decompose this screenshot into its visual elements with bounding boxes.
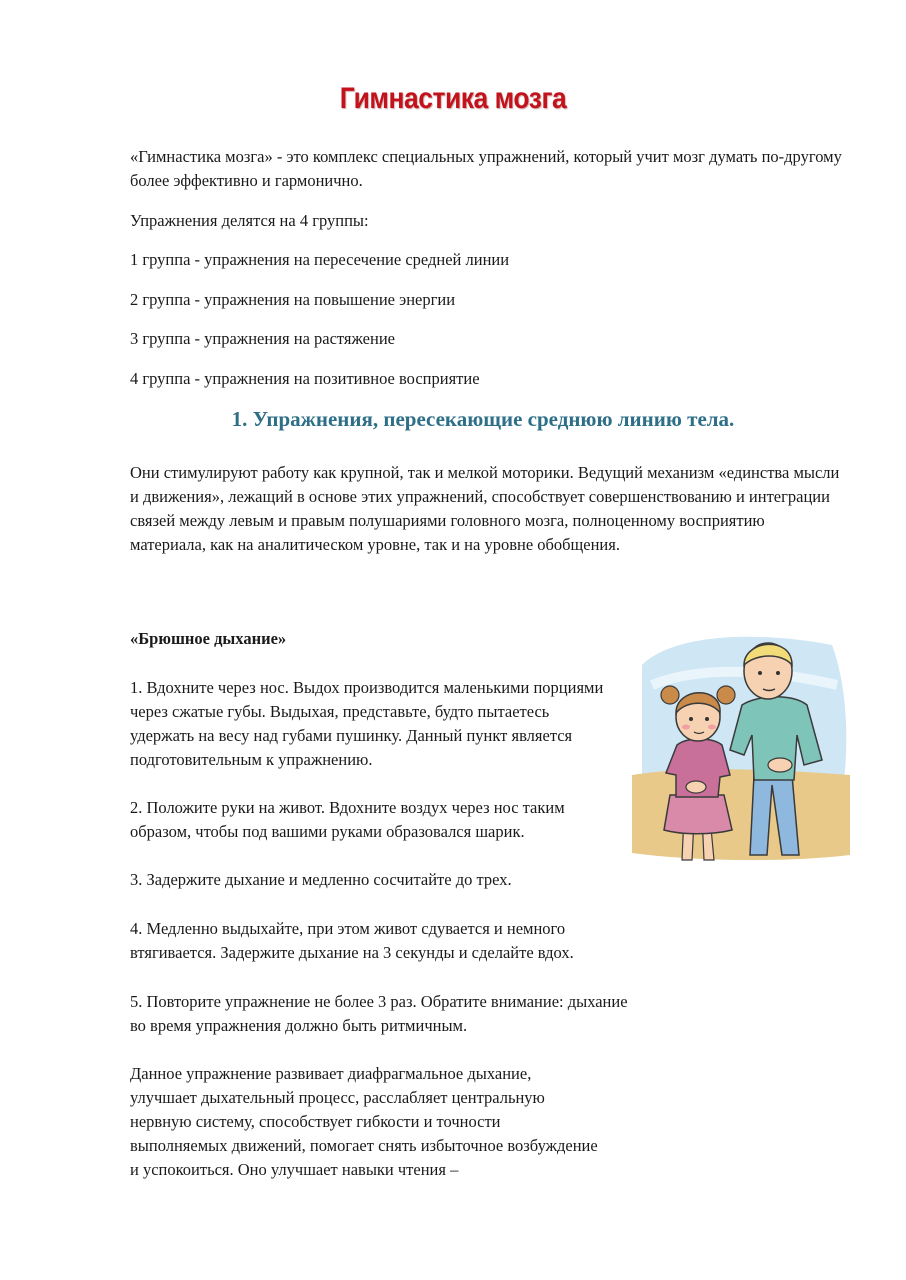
step-1: 1. Вдохните через нос. Выдох производится маленькими порциями через сжатые губы. Выдыхая, представьте, будто пытаетесь удержать на весу над губами пушинку. Данный пункт является подготовительным к упражнению. (130, 678, 604, 769)
step-4: 4. Медленно выдыхайте, при этом живот сдувается и немного втягивается. Задержите дыхание на 3 секунды и сделайте вдох. (130, 919, 574, 962)
group-item: 2 группа - упражнения на повышение энергии (130, 290, 456, 309)
step-2: 2. Положите руки на живот. Вдохните воздух через нос таким образом, чтобы под вашими руками образовался шарик. (130, 798, 565, 841)
group-item: 1 группа - упражнения на пересечение средней линии (130, 250, 510, 269)
group-item: 3 группа - упражнения на растяжение (130, 329, 395, 348)
section-heading: 1. Упражнения, пересекающие среднюю линию тела. (231, 407, 735, 431)
groups-intro: Упражнения делятся на 4 группы: (130, 211, 369, 230)
page-title: Гимнастика мозга (339, 82, 567, 115)
conclusion-paragraph: Данное упражнение развивает диафрагмальное дыхание, улучшает дыхательный процесс, расслабляет центральную нервную систему, способствует гибкости и точности выполняемых движений, помогает снять избыточное возбуждение и успокоиться. Оно улучшает навыки чтения – (130, 1064, 598, 1179)
group-item: 4 группа - упражнения на позитивное восприятие (130, 369, 480, 388)
exercise-title: «Брюшное дыхание» (130, 629, 287, 648)
step-5: 5. Повторите упражнение не более 3 раз. Обратите внимание: дыхание во время упражнения должно быть ритмичным. (130, 992, 628, 1035)
section-paragraph: Они стимулируют работу как крупной, так и мелкой моторики. Ведущий механизм «единства мысли и движения», лежащий в основе этих упражнений, способствует совершенствованию и интеграции связей между левым и правым полушариями головного мозга, полноценному восприятию материала, как на аналитическом уровне, так и на уровне обобщения. (130, 463, 840, 554)
children-breathing-illustration (632, 625, 850, 865)
intro-paragraph: «Гимнастика мозга» - это комплекс специальных упражнений, который учит мозг думать по-другому более эффективно и гармонично. (130, 147, 842, 190)
step-3: 3. Задержите дыхание и медленно сосчитайте до трех. (130, 870, 512, 889)
